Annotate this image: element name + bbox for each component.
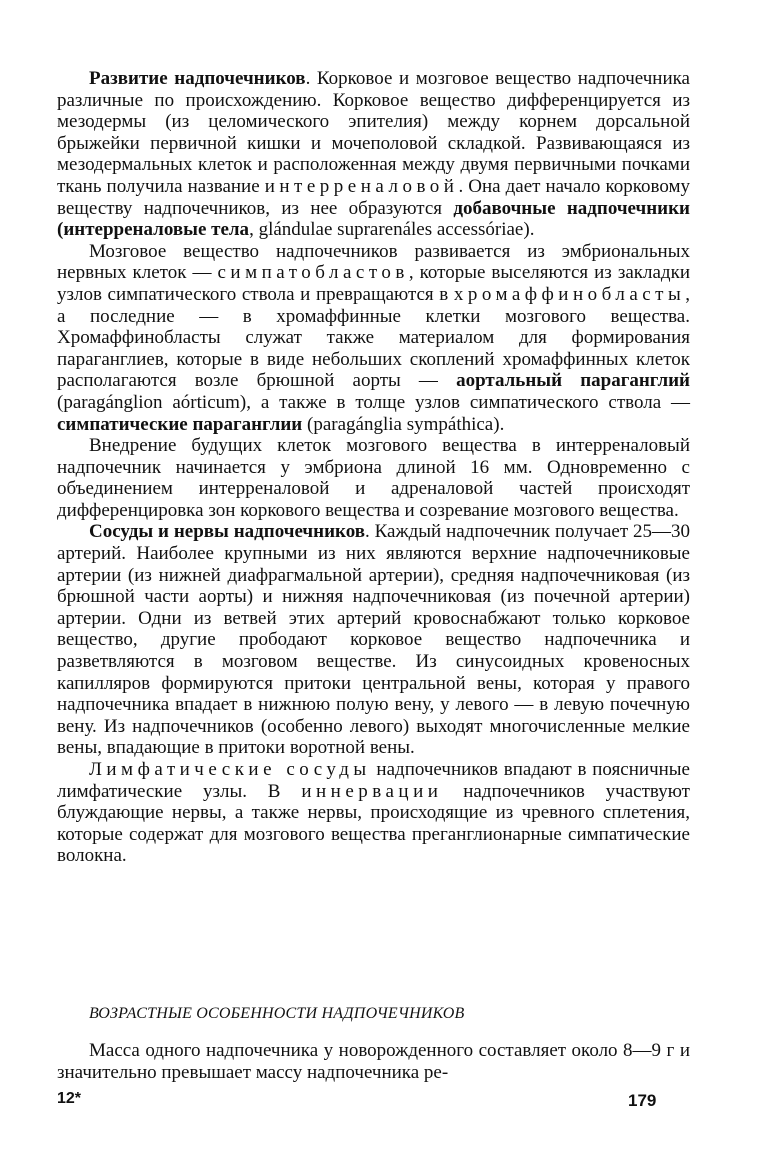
spaced-term: Лимфатические сосуды	[89, 759, 371, 780]
text-run: надпочечников участвуют блуждающие нервы, а также нервы, происходящие из чревного сплетения, которые содержат для мозгового вещества преганглионарные симпатические волокна.	[57, 780, 690, 867]
bold-term: аортальный параганглий	[456, 370, 690, 392]
text-run: . Она дает начало корковому веществу надпочечников, из нее образуются	[57, 175, 690, 219]
bold-term: добавочные надпочечники (интерреналовые тела	[57, 197, 691, 241]
text-run: . Корковое и мозговое вещество надпочечника различные по происхождению. Корковое вещество дифференцируется из мезодермы (из целомического эпителия) между корнем дорсальной брыжейки первичной кишки и мочеполовой складкой. Развивающаяся из мезодермальных клеток и расположенная между двумя первичными почками ткань получила название	[57, 68, 690, 197]
text-run: Внедрение будущих клеток мозгового вещества в интерреналовый надпочечник начинается у эмбриона длиной 16 мм. Одновременно с объединением интерреналовой и адреналовой частей происходят дифференцировка зон коркового вещества и созревание мозгового вещества.	[57, 435, 690, 521]
paragraph-vessels	[57, 521, 690, 759]
heading-vessels: Сосуды и нервы надпочечников	[89, 521, 366, 543]
spaced-term: иннервации	[301, 780, 443, 802]
text-run: , glándulae suprarenáles accessóriae).	[249, 219, 535, 241]
spaced-term: хромаффинобласты	[453, 283, 686, 305]
signature-mark: 12*	[57, 1090, 82, 1107]
main-text	[57, 68, 690, 867]
spaced-term: симпатобластов	[217, 262, 409, 284]
paragraph-development	[57, 68, 690, 241]
text-run: Масса одного надпочечника у новорожденного составляет около 8—9 г и значительно превышает массу надпочечника ре-	[57, 1040, 690, 1083]
section-heading: ВОЗРАСТНЫЕ ОСОБЕННОСТИ НАДПОЧЕЧНИКОВ	[89, 1005, 465, 1022]
text-run: (paragánglion aórticum), а также в толще узлов симпатического ствола —	[57, 391, 690, 413]
text-run: надпочечников впадают в поясничные лимфатические узлы. В	[57, 759, 690, 802]
text-run: (paragánglia sympáthica).	[302, 413, 505, 435]
text-run: . Каждый надпочечник получает 25—30 артерий. Наиболее крупными из них являются верхние надпочечниковые артерии (из нижней диафрагмальной артерии), средняя надпочечниковая (из брюшной части аорты) и нижняя надпочечниковая (из почечной артерии) артерии. Одни из ветвей этих артерий кровоснабжают только корковое вещество, другие прободают корковое вещество надпочечника и разветвляются в мозговом веществе. Из синусоидных кровеносных капилляров формируются притоки центральной вены, которая у правого надпочечника впадает в нижнюю полую вену, у левого — в левую почечную вену. Из надпочечников (особенно левого) выходят многочисленные мелкие вены, впадающие в притоки воротной вены.	[57, 521, 690, 759]
paragraph-medulla	[57, 241, 690, 435]
paragraph-invasion	[57, 435, 690, 521]
text-run: , которые выселяются из закладки узлов симпатического ствола и превращаются в	[57, 262, 690, 305]
last-text	[57, 1040, 690, 1083]
spaced-term: интерреналовой	[264, 175, 459, 197]
text-run: , а последние — в хромаффинные клетки мозгового вещества. Хромаффинобласты служат также материалом для формирования параганглиев, которые в виде небольших скоплений хромаффинных клеток располагаются возле брюшной аорты —	[57, 283, 690, 392]
heading-development: Развитие надпочечников	[89, 68, 306, 89]
text-run: Мозговое вещество надпочечников развивается из эмбриональных нервных клеток —	[57, 240, 690, 284]
paragraph-age	[57, 1040, 690, 1083]
page-number: 179	[628, 1091, 657, 1110]
bold-term: симпатические параганглии	[57, 413, 303, 435]
paragraph-lymph	[57, 759, 690, 867]
